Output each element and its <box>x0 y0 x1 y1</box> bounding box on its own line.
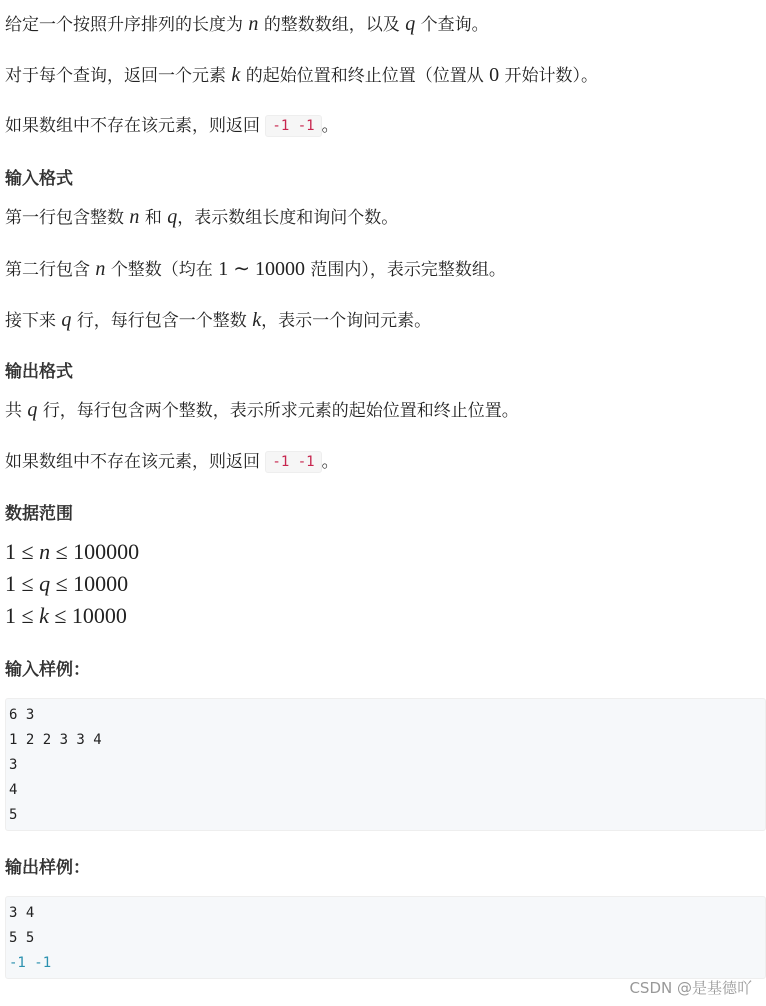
math-var: n <box>129 206 140 228</box>
text: 第一行包含整数 <box>5 208 124 228</box>
math-var: q <box>61 309 72 331</box>
math-var: k <box>231 64 241 86</box>
input-line3-paragraph <box>5 309 431 332</box>
query-paragraph <box>5 64 598 87</box>
math-range: 1 ∼ 10000 <box>218 258 305 280</box>
code-line: 1 2 2 3 3 4 <box>9 732 102 748</box>
math-num: 0 <box>489 64 500 86</box>
text: 给定一个按照升序排列的长度为 <box>5 15 243 35</box>
text: 开始计数）。 <box>504 66 599 86</box>
sample-output-heading: 输出样例： <box>5 858 90 878</box>
code-line: 6 3 <box>9 707 35 723</box>
math-var: q <box>405 13 416 35</box>
not-found-paragraph <box>5 115 339 137</box>
text: 第二行包含 <box>5 260 90 280</box>
data-range-heading: 数据范围 <box>5 504 73 524</box>
text: ，表示一个询问元素。 <box>261 311 432 331</box>
range-k: 1 ≤ k ≤ 10000 <box>5 603 127 628</box>
input-format-heading: 输入格式 <box>5 169 73 189</box>
text: 共 <box>5 401 22 421</box>
code-line: 3 4 <box>9 905 35 921</box>
text: 个整数（均在 <box>110 260 213 280</box>
sample-input-code-block[interactable] <box>5 698 766 831</box>
text: 如果数组中不存在该元素，则返回 <box>5 452 260 472</box>
math-var: n <box>248 13 259 35</box>
output-line1-paragraph <box>5 399 519 422</box>
math-num: 100000 <box>73 539 140 564</box>
intro-paragraph <box>5 13 489 36</box>
math-var: q <box>27 399 38 421</box>
math-num: 10000 <box>73 571 129 596</box>
text: 行，每行包含一个整数 <box>76 311 247 331</box>
range-n: 1 ≤ n ≤ 100000 <box>5 539 140 564</box>
range-q: 1 ≤ q ≤ 10000 <box>5 571 129 596</box>
sample-output-code-block[interactable] <box>5 896 766 979</box>
text: ，表示数组长度和询问个数。 <box>177 208 399 228</box>
math-num: 1 <box>5 571 16 596</box>
output-format-heading: 输出格式 <box>5 362 73 382</box>
math-var: q <box>39 571 51 596</box>
math-num: 1 <box>5 603 16 628</box>
math-var: n <box>39 539 51 564</box>
math-num: 1 <box>5 539 16 564</box>
text: 对于每个查询，返回一个元素 <box>5 66 226 86</box>
code-line: 4 <box>9 782 18 798</box>
text: 范围内），表示完整数组。 <box>310 260 506 280</box>
text: 个查询。 <box>420 15 489 35</box>
input-line2-paragraph <box>5 258 506 281</box>
text: 的起始位置和终止位置（位置从 <box>245 66 484 86</box>
text: 的整数数组，以及 <box>263 15 400 35</box>
code-line: 5 5 <box>9 930 35 946</box>
text: 如果数组中不存在该元素，则返回 <box>5 116 260 136</box>
output-not-found-paragraph <box>5 451 339 473</box>
text: 行，每行包含两个整数，表示所求元素的起始位置和终止位置。 <box>42 401 519 421</box>
math-var: k <box>252 309 262 331</box>
text: 。 <box>321 452 339 472</box>
text: 。 <box>321 116 339 136</box>
math-num: 10000 <box>71 603 127 628</box>
text: 接下来 <box>5 311 56 331</box>
math-var: n <box>95 258 106 280</box>
code-line: 3 <box>9 757 18 773</box>
inline-code: -1 -1 <box>265 115 321 137</box>
csdn-watermark: CSDN @是基德吖 <box>629 979 752 997</box>
math-var: q <box>167 206 178 228</box>
math-var: k <box>39 603 49 628</box>
code-line: -1 -1 <box>9 955 52 971</box>
text: 和 <box>144 208 162 228</box>
input-line1-paragraph <box>5 206 398 229</box>
inline-code: -1 -1 <box>265 451 321 473</box>
code-line: 5 <box>9 807 18 823</box>
sample-input-heading: 输入样例： <box>5 660 90 680</box>
